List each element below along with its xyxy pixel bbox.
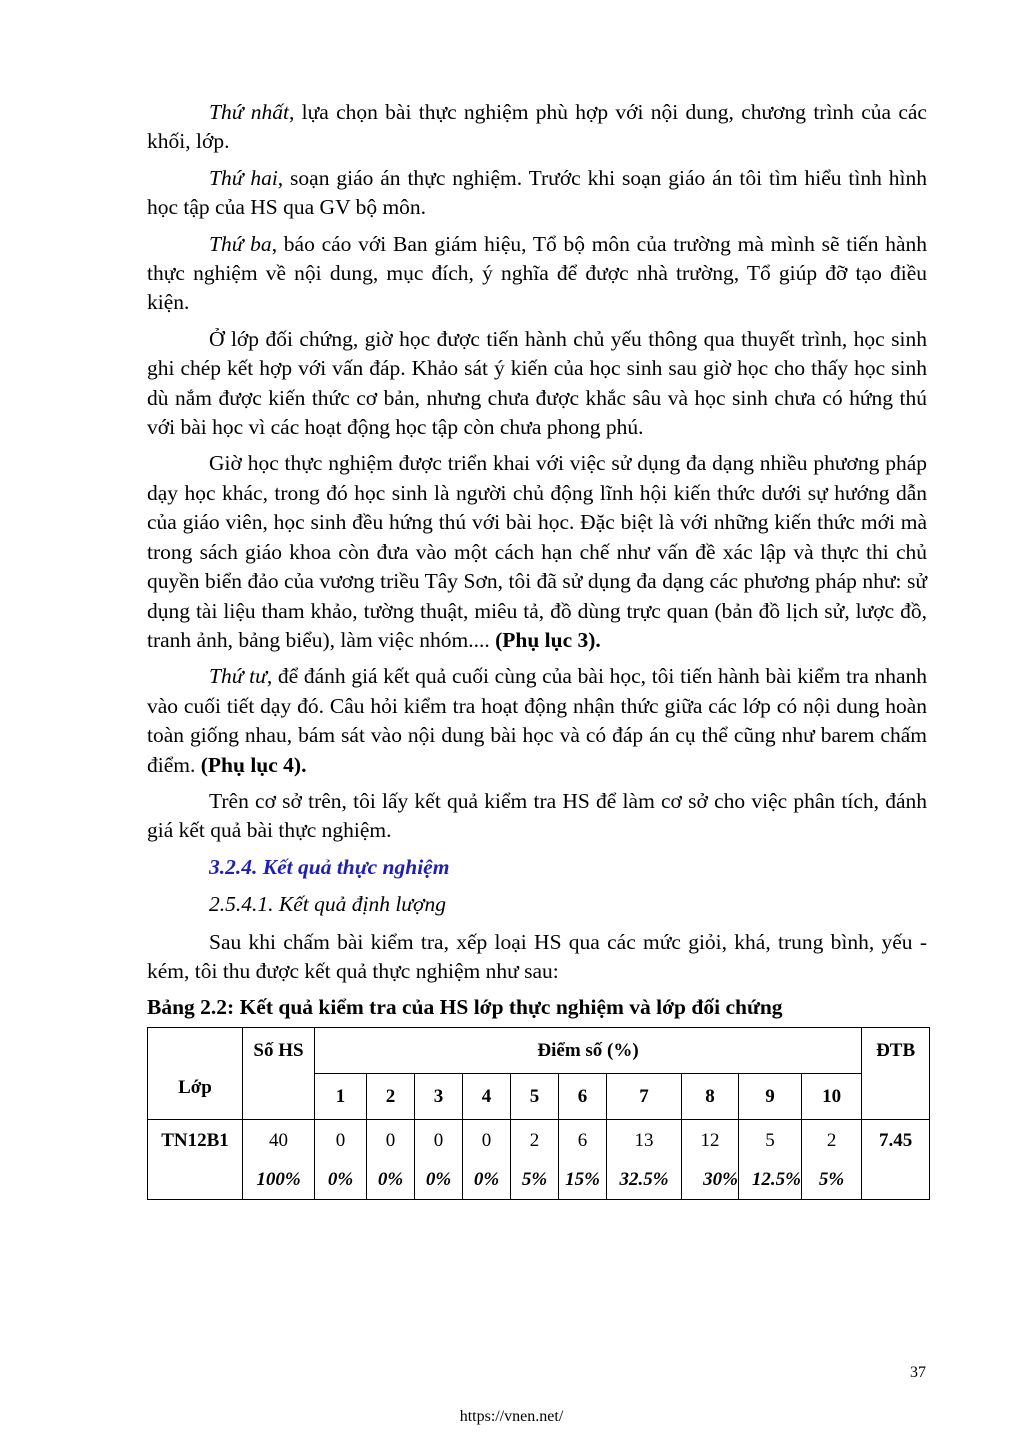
row-count: 40	[243, 1119, 315, 1161]
score-count-cell: 0	[415, 1119, 463, 1161]
header-class-top	[148, 1027, 243, 1073]
score-pct-cell: 5%	[802, 1161, 862, 1199]
paragraph-control-class: Ở lớp đối chứng, giờ học được tiến hành chủ yếu thông qua thuyết trình, học sinh ghi chép kết hợp với vấn đáp. Khảo sát ý kiến của học sinh sau giờ học cho thấy học sinh dù nắm được kiến thức cơ bản, nhưng chưa được khắc sâu và học sinh chưa có hứng thú với bài học vì các hoạt động học tập còn chưa phong phú.	[147, 326, 927, 440]
score-pct-cell: 30%	[682, 1161, 739, 1199]
score-count-cell: 5	[739, 1119, 802, 1161]
header-score-col: 3	[415, 1073, 463, 1119]
score-pct-cell: 15%	[559, 1161, 607, 1199]
paragraph-lead: Thứ tư	[209, 664, 267, 689]
appendix-reference: (Phụ lục 3).	[495, 627, 601, 652]
row-class: TN12B1	[148, 1119, 243, 1161]
header-scores: Điểm số (%)	[315, 1027, 862, 1073]
section-heading: 3.2.4. Kết quả thực nghiệm	[209, 854, 450, 879]
results-table	[147, 1027, 930, 1200]
score-count-cell: 0	[367, 1119, 415, 1161]
header-score-col: 7	[607, 1073, 682, 1119]
row-class-bottom	[148, 1161, 243, 1199]
header-score-col: 6	[559, 1073, 607, 1119]
score-count-cell: 0	[315, 1119, 367, 1161]
score-count-cell: 6	[559, 1119, 607, 1161]
paragraph-second	[147, 164, 927, 223]
header-avg: ĐTB	[862, 1027, 930, 1073]
paragraph-third	[147, 230, 927, 318]
row-avg-bottom	[862, 1161, 930, 1199]
paragraph-lead: Thứ ba	[209, 231, 272, 256]
header-count-bottom	[243, 1073, 315, 1119]
row-avg: 7.45	[862, 1119, 930, 1161]
header-score-col: 5	[511, 1073, 559, 1119]
score-pct-cell: 0%	[367, 1161, 415, 1199]
paragraph-experimental-class	[147, 449, 927, 655]
header-class: Lớp	[148, 1073, 243, 1119]
paragraph-results-intro: Sau khi chấm bài kiểm tra, xếp loại HS qua các mức giỏi, khá, trung bình, yếu - kém, tôi thu được kết quả thực nghiệm như sau:	[147, 929, 927, 983]
score-count-cell: 0	[463, 1119, 511, 1161]
footer-url[interactable]: https://vnen.net/	[459, 1408, 564, 1425]
paragraph-fourth	[147, 662, 927, 780]
document-body	[147, 98, 927, 1200]
header-avg-bottom	[862, 1073, 930, 1119]
score-pct-cell: 0%	[463, 1161, 511, 1199]
score-count-cell: 13	[607, 1119, 682, 1161]
score-count-cell: 12	[682, 1119, 739, 1161]
page-number: 37	[910, 1364, 926, 1381]
paragraph-lead: Thứ nhất	[209, 100, 289, 124]
score-pct-cell: 12.5%	[739, 1161, 802, 1199]
header-score-col: 9	[739, 1073, 802, 1119]
table-caption: Bảng 2.2: Kết quả kiểm tra của HS lớp thực nghiệm và lớp đối chứng	[147, 995, 783, 1020]
score-count-cell: 2	[802, 1119, 862, 1161]
subsection-heading: 2.5.4.1. Kết quả định lượng	[209, 892, 447, 917]
paragraph-basis: Trên cơ sở trên, tôi lấy kết quả kiểm tra HS để làm cơ sở cho việc phân tích, đánh giá kết quả bài thực nghiệm.	[147, 788, 927, 843]
row-count-pct: 100%	[243, 1161, 315, 1199]
paragraph-lead: Thứ hai	[209, 165, 278, 190]
paragraph-text: , soạn giáo án thực nghiệm. Trước khi soạn giáo án tôi tìm hiểu tình hình học tập của HS qua GV bộ môn.	[147, 165, 927, 220]
paragraph-text: , lựa chọn bài thực nghiệm phù hợp với nội dung, chương trình của các khối, lớp.	[147, 100, 927, 154]
score-pct-cell: 5%	[511, 1161, 559, 1199]
paragraph-first	[147, 98, 927, 157]
header-score-col: 4	[463, 1073, 511, 1119]
score-count-cell: 2	[511, 1119, 559, 1161]
header-score-col: 2	[367, 1073, 415, 1119]
score-pct-cell: 0%	[315, 1161, 367, 1199]
header-count: Số HS	[243, 1027, 315, 1073]
header-score-col: 8	[682, 1073, 739, 1119]
score-pct-cell: 0%	[415, 1161, 463, 1199]
score-pct-cell: 32.5%	[607, 1161, 682, 1199]
paragraph-text: Giờ học thực nghiệm được triển khai với việc sử dụng đa dạng nhiều phương pháp dạy học khác, trong đó học sinh là người chủ động lĩnh hội kiến thức dưới sự hướng dẫn của giáo viên, học sinh đều hứng thú với bài học. Đặc biệt là với những kiến thức mới mà trong sách giáo khoa còn đưa vào một cách hạn chế như vấn đề xác lập và thực thi chủ quyền biển đảo của vương triều Tây Sơn, tôi đã sử dụng đa dạng các phương pháp như: sử dụng tài liệu tham khảo, tường thuật, miêu tả, đồ dùng trực quan (bản đồ lịch sử, lược đồ, tranh ảnh, bảng biểu), làm việc nhóm....	[147, 451, 927, 652]
header-score-col: 1	[315, 1073, 367, 1119]
appendix-reference: (Phụ lục 4).	[200, 752, 307, 777]
paragraph-text: , để đánh giá kết quả cuối cùng của bài học, tôi tiến hành bài kiểm tra nhanh vào cuối tiết dạy đó. Câu hỏi kiểm tra hoạt động nhận thức giữa các lớp có nội dung hoàn toàn giống nhau, bám sát vào nội dung bài học và có đáp án cụ thể cũng như barem chấm điểm.	[147, 664, 927, 777]
paragraph-text: , báo cáo với Ban giám hiệu, Tổ bộ môn của trường mà mình sẽ tiến hành thực nghiệm về nội dung, mục đích, ý nghĩa để được nhà trường, Tổ giúp đỡ tạo điều kiện.	[147, 231, 927, 315]
header-score-col: 10	[802, 1073, 862, 1119]
